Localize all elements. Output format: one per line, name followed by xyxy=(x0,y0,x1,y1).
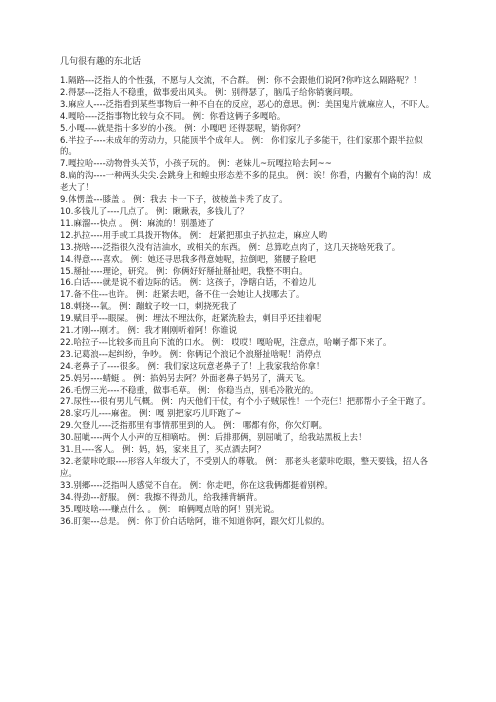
list-item: 1.隔路---泛指人的个性强，不愿与人交流，不合群。 例：你不会跟他们说阿?你咋这么隔路呢？！ xyxy=(60,75,422,85)
list-item: 10.多钱儿了----几点了。 例：瞅瞅表，多钱儿了？ xyxy=(60,205,249,216)
list-item: 3.麻应人----泛指看到某些事物后一种不自在的反应，恶心的意思。例：美国鬼片就麻应人，不吓人。 xyxy=(60,98,435,109)
list-item: 17.备不住---也许。 例：赶紧去吧，备不住一会她让人找哪去了。 xyxy=(60,289,305,300)
list-item: 21.才刚---刚才。 例：我才刚刚听着阿！你谁说 xyxy=(60,325,238,336)
list-item: 12.扒拉----用手或工具拨开物体。 例： 赶紧把那虫子扒拉走，麻应人哟 xyxy=(60,229,328,240)
list-item: 13.挠啥----泛指很久没有洁油水，或相关的东西。 例：总算吃点肉了，这几天挠啥死我了。 xyxy=(60,241,401,252)
list-item: 5.小嘎----就是指十多岁的小孩。 例：小嘎吧 还得瑟呢，销你阿？ xyxy=(60,122,305,133)
list-item: 25.妈另----蜻蜓 。 例：掐妈另去阿？外面老鼻子妈另了，满天飞。 xyxy=(60,372,311,383)
list-item: 28.家巧儿----麻雀。 例：嘎 别把家巧儿吓跑了~ xyxy=(60,408,242,419)
list-item: 30.屈呲----两个人小声的互相嘀咕。 例：后排那俩，别屈呲了，给我站黑板上去！ xyxy=(60,432,367,443)
list-item: 33.别郷----泛指叫人感觉不自在。 例：你走吧，你在这我俩都挺着别榨。 xyxy=(60,479,333,490)
list-item: 8.扁的沟----一种两头尖尖.会跳身上和蝗虫形态差不多的昆虫。 例：诶！你看，内撇有个扁的沟！成老大了！ xyxy=(60,170,432,193)
list-item: 4.嘎哈----泛指事物比较与众不同。 例：你看这俩子多嘎哈。 xyxy=(60,110,286,121)
list-item: 7.嘎拉哈----动物骨头关节，小孩子玩的。 例：老妹儿~玩嘎拉哈去阿~~ xyxy=(60,158,332,169)
list-item: 22.哈拉子---比较多而且向下流的口水。 例： 哎哎！嘎哈呢，注意点，哈喇子都下来了。 xyxy=(60,336,392,347)
list-item: 31.且----客人。 例：妈，妈，家来且了，买点酒去阿？ xyxy=(60,444,266,455)
list-item: 29.欠登儿----泛指那里有事情那里到的人。 例： 哪都有你，你欠灯啊。 xyxy=(60,420,328,431)
list-item: 2.得瑟---泛指人不稳重，做事爱出风头。 例：别得瑟了，脑瓜子给你销褒问喂。 xyxy=(60,86,359,97)
list-item: 19.赋目乎---眼屎。 例：埋汰不埋汰你，赶紧洗脸去，刺目乎还挂着呢 xyxy=(60,313,322,324)
list-item: 26.毛愣三光----不稳重，做事毛草。 例： 你稳当点，别毛冷散光的。 xyxy=(60,384,319,395)
list-item: 16.白话----就是说不着边际的话。 例：这孩子，净瞎白话，不着边儿 xyxy=(60,277,316,288)
entry-list xyxy=(60,75,436,527)
list-item: 32.老蒙咔吃眼----形容人年级大了，不受别人的尊敬。 例： 那老头老蒙咔吃眼，整天要钱，招人各应。 xyxy=(60,456,429,478)
document-title: 几句很有趣的东北话 xyxy=(60,57,142,67)
list-item: 35.嘎吱啥----赚点什么 。 例： 咱俩嘎点啥的阿！别光说。 xyxy=(60,503,280,514)
list-item: 24.老鼻子了----很多。 例：我们家这玩意老鼻子了！上我家我给你拿！ xyxy=(60,360,325,371)
list-item: 15.掰扯----理论，研究。 例：你俩好好掰扯掰扯吧，我整不明白。 xyxy=(60,265,308,276)
list-item: 23.记葛浪---起纠纷，争吵。 例：你俩记个浪记个浪掰扯啥呢！消停点 xyxy=(60,348,322,359)
list-item: 18.刺挠---氧。 例：蹦蚊子咬一口，刺挠死我了 xyxy=(60,301,238,312)
list-item: 11.麻溜---快点 。 例：麻流的！别墨迹了 xyxy=(60,217,215,228)
list-item: 9.体愣盖---膝盖 。 例：我去 卡一下子，彼棱盖卡秃了皮了。 xyxy=(60,194,288,205)
list-item: 34.得劲---舒服。 例：我擦不得劲儿，给我捶背辆背。 xyxy=(60,491,263,502)
list-item: 36.盯架---总是。 例：你丁价白话啥阿，谁不知道你阿，跟欠灯儿似的。 xyxy=(60,515,330,526)
list-item: 14.得意----喜欢。 例：她还寻思我多得意她呢，拉倒吧，猪腰子脸吧 xyxy=(60,253,316,264)
list-item: 27.尿性---很有男儿气概。 例：内天他们干仗，有个小子贼尿性！一个売仨！把那帮小子全干跑了。 xyxy=(60,396,431,407)
list-item: 6.半拉子----未成年的劳动力，只能顶半个成年人。 例： 你们家儿子多能干，往们家那个跟半拉似的。 xyxy=(60,134,423,157)
